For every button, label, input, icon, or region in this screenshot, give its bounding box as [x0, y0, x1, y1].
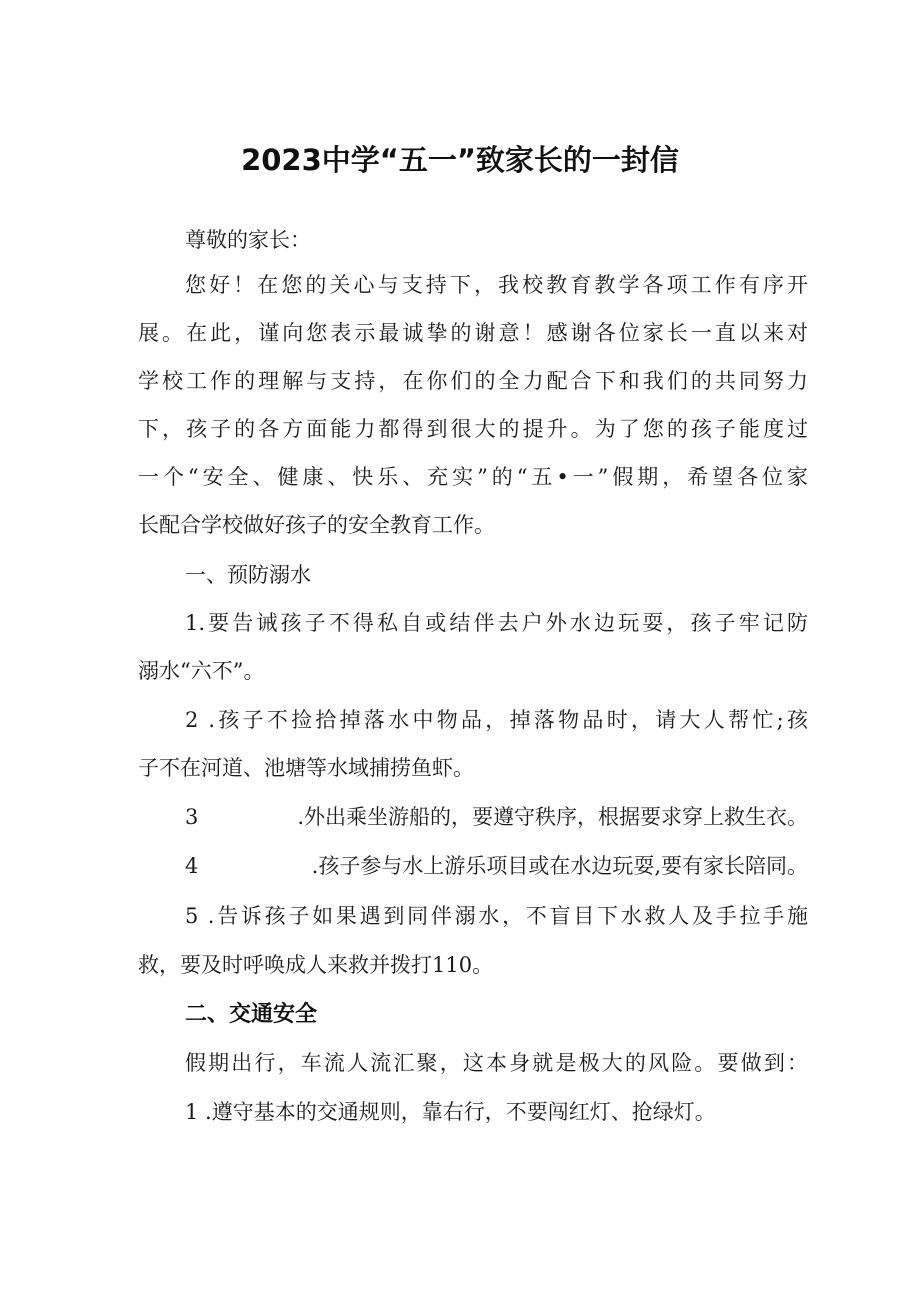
intro-line: 一个“安全、健康、快乐、充实”的“五•一”假期，希望各位家 — [138, 465, 808, 489]
drowning-item-2-cont: 子不在河道、池塘等水域捕捞鱼虾。 — [138, 756, 474, 780]
page-title: 2023中学“五一”致家长的一封信 — [241, 143, 679, 177]
section-heading-traffic: 二、交通安全 — [185, 1002, 318, 1027]
drowning-item-5-cont: 救，要及时呼唤成人来救并拨打110。 — [138, 953, 494, 977]
section-heading-drowning: 一、预防溺水 — [185, 563, 311, 587]
traffic-item-1: 1 .遵守基本的交通规则，靠右行，不要闯红灯、抢绿灯。 — [185, 1100, 716, 1124]
drowning-item-1: 1.要告诫孩子不得私自或结伴去户外水边玩耍，孩子牢记防 — [185, 611, 808, 635]
intro-line: 您好！在您的关心与支持下，我校教育教学各项工作有序开 — [185, 273, 808, 297]
item-number: 3 — [185, 805, 199, 829]
intro-line: 展。在此，谨向您表示最诚挚的谢意！感谢各位家长一直以来对 — [138, 321, 808, 345]
intro-line: 学校工作的理解与支持，在你们的全力配合下和我们的共同努力 — [138, 369, 808, 393]
item-text: .孩子参与水上游乐项目或在水边玩耍,要有家长陪同。 — [311, 854, 808, 878]
intro-line: 长配合学校做好孩子的安全教育工作。 — [138, 513, 495, 537]
item-text: .外出乘坐游船的，要遵守秩序，根据要求穿上救生衣。 — [297, 805, 808, 829]
intro-line: 下，孩子的各方面能力都得到很大的提升。为了您的孩子能度过 — [138, 417, 808, 441]
drowning-item-4 — [185, 851, 808, 881]
drowning-item-1-cont: 溺水“六不”。 — [138, 659, 265, 683]
salutation: 尊敬的家长： — [185, 228, 311, 252]
drowning-item-2: 2 .孩子不捡拾掉落水中物品，掉落物品时，请大人帮忙;孩 — [185, 708, 808, 732]
traffic-intro: 假期出行，车流人流汇聚，这本身就是极大的风险。要做到： — [185, 1051, 808, 1075]
drowning-item-5: 5 .告诉孩子如果遇到同伴溺水，不盲目下水救人及手拉手施 — [185, 904, 808, 928]
drowning-item-3 — [185, 802, 808, 832]
item-number: 4 — [185, 854, 199, 878]
